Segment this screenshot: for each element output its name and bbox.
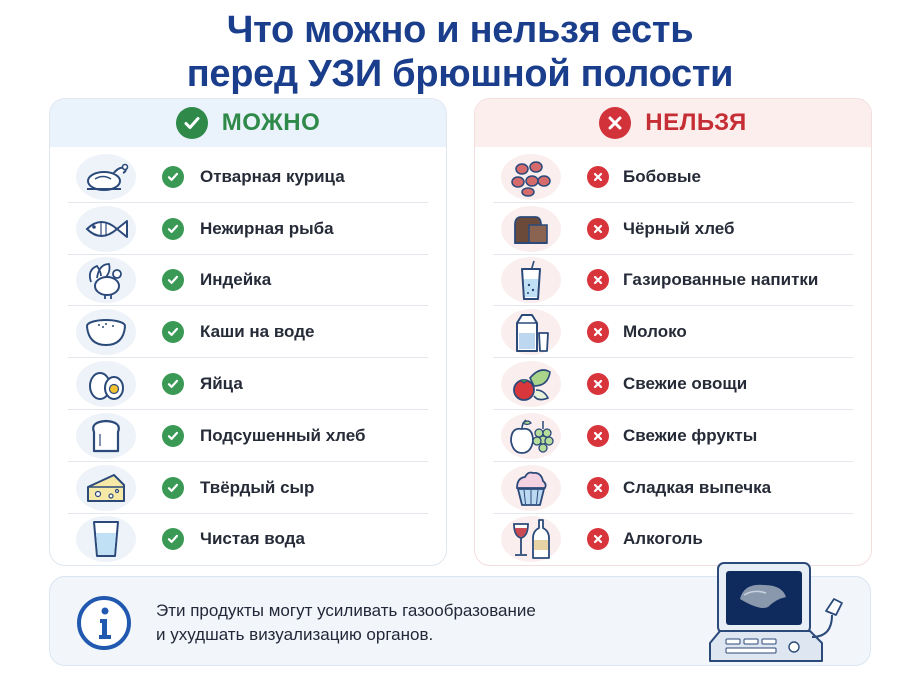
title-line-2: перед УЗИ брюшной полости bbox=[186, 53, 734, 95]
list-item bbox=[475, 358, 871, 410]
item-label: Нежирная рыба bbox=[200, 218, 334, 238]
wine-bottle-icon bbox=[501, 516, 561, 562]
list-item bbox=[475, 462, 871, 514]
turkey-icon bbox=[76, 257, 136, 303]
item-label: Чёрный хлеб bbox=[623, 218, 735, 238]
list-item bbox=[50, 255, 446, 307]
dark-bread-icon bbox=[501, 206, 561, 252]
list-item bbox=[475, 514, 871, 566]
info-text bbox=[156, 599, 536, 647]
ultrasound-machine-icon bbox=[700, 559, 850, 676]
check-icon bbox=[162, 373, 184, 395]
forbidden-heading: НЕЛЬЗЯ bbox=[645, 109, 747, 136]
water-glass-icon bbox=[76, 516, 136, 562]
item-label: Подсушенный хлеб bbox=[200, 425, 366, 445]
item-label: Отварная курица bbox=[200, 166, 345, 186]
check-icon bbox=[162, 528, 184, 550]
list-item bbox=[50, 203, 446, 255]
fruits-icon bbox=[501, 413, 561, 459]
list-item bbox=[50, 151, 446, 203]
cross-icon bbox=[587, 528, 609, 550]
check-icon bbox=[162, 269, 184, 291]
check-icon bbox=[162, 321, 184, 343]
beans-icon bbox=[501, 154, 561, 200]
fish-icon bbox=[76, 206, 136, 252]
check-icon bbox=[162, 166, 184, 188]
cross-icon bbox=[587, 218, 609, 240]
check-circle-icon bbox=[176, 107, 208, 139]
item-label: Газированные напитки bbox=[623, 270, 819, 290]
info-note bbox=[49, 576, 871, 666]
list-item bbox=[475, 306, 871, 358]
cross-circle-icon bbox=[599, 107, 631, 139]
title-line-1: Что можно и нельзя есть bbox=[226, 9, 694, 51]
info-line-2: и ухудшать визуализацию органов. bbox=[156, 625, 434, 644]
list-item bbox=[50, 462, 446, 514]
list-item bbox=[475, 203, 871, 255]
eggs-icon bbox=[76, 361, 136, 407]
list-item bbox=[475, 410, 871, 462]
check-icon bbox=[162, 218, 184, 240]
list-item bbox=[50, 358, 446, 410]
forbidden-panel bbox=[474, 98, 872, 566]
cross-icon bbox=[587, 321, 609, 343]
item-label: Сладкая выпечка bbox=[623, 477, 772, 497]
forbidden-header bbox=[475, 99, 871, 147]
allowed-heading: МОЖНО bbox=[221, 109, 321, 136]
cupcake-icon bbox=[501, 465, 561, 511]
info-line-1: Эти продукты могут усиливать газообразование bbox=[156, 601, 536, 620]
cross-icon bbox=[587, 425, 609, 447]
item-label: Бобовые bbox=[623, 166, 701, 186]
soda-can-icon bbox=[501, 257, 561, 303]
allowed-panel bbox=[49, 98, 447, 566]
item-label: Каши на воде bbox=[200, 322, 315, 342]
item-label: Индейка bbox=[200, 270, 272, 290]
cross-icon bbox=[587, 269, 609, 291]
check-icon bbox=[162, 477, 184, 499]
info-icon bbox=[76, 595, 132, 656]
list-item bbox=[475, 255, 871, 307]
list-item bbox=[475, 151, 871, 203]
item-label: Молоко bbox=[623, 322, 687, 342]
item-label: Яйца bbox=[200, 374, 243, 394]
page-title bbox=[0, 8, 920, 96]
cross-icon bbox=[587, 166, 609, 188]
item-label: Алкоголь bbox=[623, 529, 703, 549]
item-label: Свежие фрукты bbox=[623, 425, 758, 445]
milk-carton-icon bbox=[501, 309, 561, 355]
porridge-bowl-icon bbox=[76, 309, 136, 355]
list-item bbox=[50, 514, 446, 566]
cheese-icon bbox=[76, 465, 136, 511]
list-item bbox=[50, 410, 446, 462]
cross-icon bbox=[587, 477, 609, 499]
cross-icon bbox=[587, 373, 609, 395]
check-icon bbox=[162, 425, 184, 447]
allowed-header bbox=[50, 99, 446, 147]
roast-chicken-icon bbox=[76, 154, 136, 200]
list-item bbox=[50, 306, 446, 358]
item-label: Твёрдый сыр bbox=[200, 477, 315, 497]
item-label: Чистая вода bbox=[200, 529, 305, 549]
item-label: Свежие овощи bbox=[623, 374, 748, 394]
bread-slice-icon bbox=[76, 413, 136, 459]
vegetables-icon bbox=[501, 361, 561, 407]
